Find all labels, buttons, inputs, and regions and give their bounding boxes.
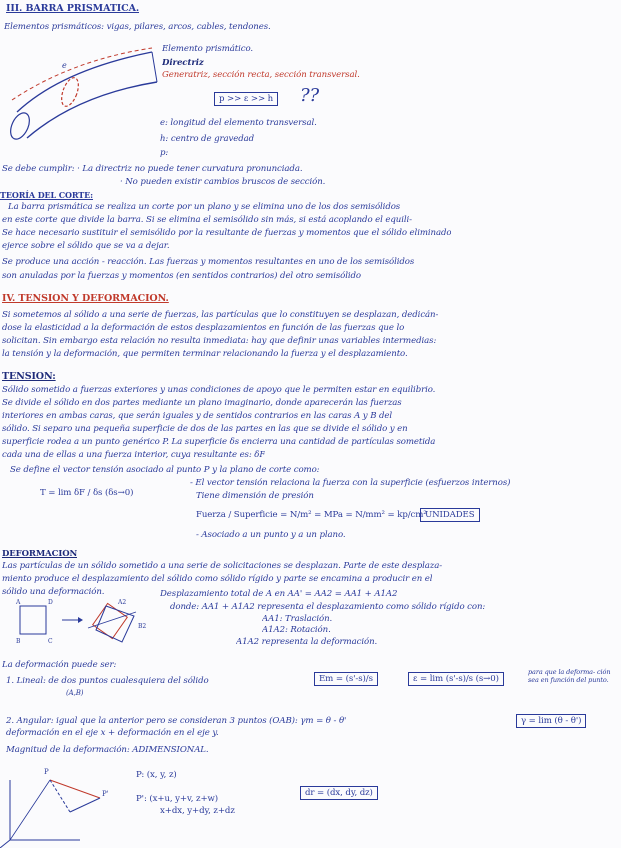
text-line: P': (x+u, y+v, z+w) (136, 794, 219, 804)
text-line: A1A2: Rotación. (262, 625, 331, 635)
text-line: 2. Angular: igual que la anterior pero se consideran 3 puntos (OAB): γm = θ - θ' (6, 716, 347, 726)
units-box: UNIDADES (420, 508, 480, 522)
text-line: en este corte que divide la barra. Si se elimina el semisólido sin más, si está acoplando el equili- (2, 215, 412, 225)
text-line: Desplazamiento total de A en AA' = AA2 = AA1 + A1A2 (160, 589, 398, 599)
label-p-prime: P' (102, 790, 109, 798)
text-line: miento produce el desplazamiento del sólido como sólido rígido y parte se encamina a producir en el (2, 574, 433, 584)
text-line: - Asociado a un punto y a un plano. (196, 530, 346, 540)
label-b2: B2 (138, 623, 147, 630)
section-title: DEFORMACIÓN (2, 549, 78, 559)
text-line: Se divide el sólido en dos partes mediante un plano imaginario, donde aparecerán las fuerzas (2, 398, 402, 408)
text-line: AA1: Traslación. (262, 614, 333, 624)
strain-limit-box: ε = lim (s'-s)/s (s→0) (408, 672, 504, 686)
text-line: Se debe cumplir: · La directriz no puede tener curvatura pronunciada. (2, 164, 303, 174)
text-line: Tiene dimensión de presión (196, 491, 314, 501)
text-line: x+dx, y+dy, z+dz (160, 806, 235, 816)
text-line: sólido. Si separo una pequeña superficie de dos de las partes en las que se divide el sólido y en (2, 424, 408, 434)
deformation-drawing (14, 598, 164, 653)
label-a: A (16, 599, 21, 606)
text-line: La barra prismática se realiza un corte por un plano y se elimina uno de los dos semisólidos (8, 202, 401, 212)
text-line: · No pueden existir cambios bruscos de sección. (120, 177, 326, 187)
text-line: dose la elasticidad a la deformación de estos desplazamientos en función de las fuerzas que lo (2, 323, 405, 333)
label-a2: A2 (118, 599, 127, 606)
label-p: P (44, 768, 49, 776)
text-line: e: longitud del elemento transversal. (160, 118, 317, 128)
text-line: Se hace necesario sustituir el semisólido por la resultante de fuerzas y momentos que el sólido eliminado (2, 228, 452, 238)
text-line: Las partículas de un sólido sometido a una serie de solicitaciones se desplazan. Parte de este desplaza- (2, 561, 443, 571)
text-line: La deformación puede ser: (2, 660, 117, 670)
label-d: D (48, 599, 53, 606)
question-marks: ?? (300, 86, 320, 106)
tension-formula: T = lim δF / δs (δs→0) (40, 488, 134, 498)
section-title: TEORÍA DEL CORTE: (0, 190, 93, 200)
label-c: C (48, 638, 53, 645)
section-title: IV. TENSIÓN Y DEFORMACIÓN. (2, 294, 169, 304)
text-line: deformación en el eje x + deformación en el eje y. (6, 728, 219, 738)
text-line: Generatriz, sección recta, sección transversal. (162, 70, 360, 80)
label-b: B (16, 638, 21, 645)
label-e: e (62, 61, 67, 70)
text-line: 1. Lineal: de dos puntos cualesquiera del sólido (6, 676, 209, 686)
prismatic-bar-drawing (2, 40, 162, 150)
units-formula: Fuerza / Superficie = N/m² = MPa = N/mm² = kp/cm² (196, 510, 427, 520)
text-line: P: (x, y, z) (136, 770, 177, 780)
text-line: sólido una deformación. (2, 587, 105, 597)
text-line: Se produce una acción - reacción. Las fuerzas y momentos resultantes en uno de los semisólidos (2, 257, 415, 267)
text-line: Sólido sometido a fuerzas exteriores y unas condiciones de apoyo que le permiten estar en equilibrio. (2, 385, 436, 395)
text-line: cada una de ellas a una fuerza interior, cuya resultante es: δF (2, 450, 266, 460)
dr-vector-box: dr = (dx, dy, dz) (300, 786, 378, 800)
text-line: Directriz (162, 58, 204, 68)
text-line: Si sometemos al sólido a una serie de fuerzas, las partículas que lo constituyen se desplazan, dedicán- (2, 310, 439, 320)
text-line: (A,B) (66, 689, 84, 697)
text-line: solicitan. Sin embargo esta relación no resulta inmediata: hay que definir unas variables intermedias: (2, 336, 437, 346)
text-line: p: (160, 148, 169, 158)
text-line: donde: AA1 + A1A2 representa el desplazamiento como sólido rígido con: (170, 602, 486, 612)
text-line: - El vector tensión relaciona la fuerza con la superficie (esfuerzos internos) (190, 478, 511, 488)
text-line: Elemento prismático. (162, 44, 254, 54)
text-line: A1A2 representa la deformación. (236, 637, 378, 647)
text-line: interiores en ambas caras, que serán iguales y de sentidos contrarios en las caras A y B del (2, 411, 393, 421)
text-line: son anuladas por la fuerzas y momentos (en sentidos contrarios) del otro semisólido (2, 271, 361, 281)
displacement-drawing (0, 760, 140, 848)
text-line: h: centro de gravedad (160, 134, 255, 144)
section-title: III. BARRA PRISMÁTICA. (6, 4, 140, 14)
side-note: para que la deforma- ción sea en función del punto. (528, 668, 611, 684)
relation-box: p >> ε >> h (214, 92, 278, 106)
text-line: Magnitud de la deformación: ADIMENSIONAL. (6, 745, 209, 755)
text-line: la tensión y la deformación, que permiten terminar relacionando la fuerza y el desplazamiento. (2, 349, 408, 359)
section-title: TENSIÓN: (2, 372, 56, 382)
text-line: ejerce sobre el sólido que se va a dejar. (2, 241, 170, 251)
angular-limit-box: γ = lim (θ - θ') (516, 714, 586, 728)
text-line: Elementos prismáticos: vigas, pilares, arcos, cables, tendones. (4, 22, 271, 32)
mean-strain-box: Em = (s'-s)/s (314, 672, 378, 686)
text-line: Se define el vector tensión asociado al punto P y la plano de corte como: (10, 465, 320, 475)
text-line: superficie rodea a un punto genérico P. La superficie δs encierra una cantidad de partículas sometida (2, 437, 436, 447)
